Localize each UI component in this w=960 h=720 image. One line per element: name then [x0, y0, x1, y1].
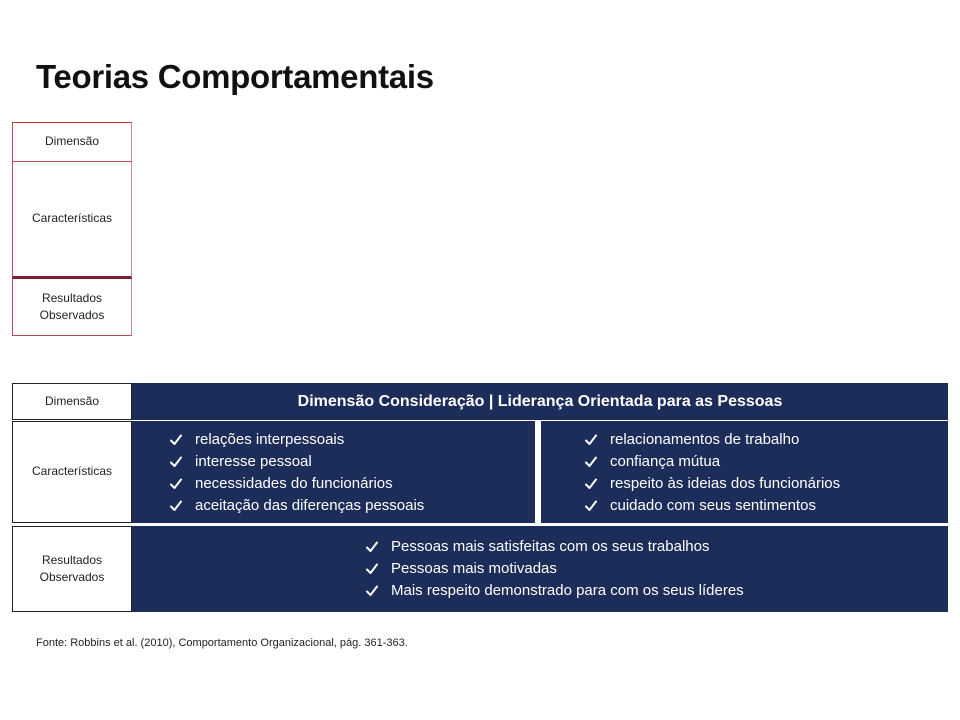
- characteristics-left-list: [170, 429, 535, 517]
- list-item: [366, 536, 948, 558]
- dimension-header: Dimensão Consideração | Liderança Orientada para as Pessoas: [132, 383, 948, 420]
- list-item-text: necessidades do funcionários: [195, 475, 393, 492]
- bottom-dimension-label: Dimensão: [12, 383, 132, 420]
- top-characteristics-label: Características: [12, 162, 132, 279]
- bottom-results-label: Resultados Observados: [12, 526, 132, 612]
- list-item-text: relacionamentos de trabalho: [610, 431, 800, 448]
- list-item-text: Mais respeito demonstrado para com os seus líderes: [391, 582, 744, 599]
- page-title: Teorias Comportamentais: [36, 58, 434, 95]
- check-icon: [366, 585, 378, 597]
- list-item: [585, 429, 948, 451]
- check-icon: [585, 434, 597, 446]
- list-item-text: cuidado com seus sentimentos: [610, 497, 816, 514]
- results-cell: [132, 526, 948, 612]
- list-item: [170, 429, 535, 451]
- characteristics-right-list: [585, 429, 948, 517]
- results-list: [366, 536, 948, 602]
- list-item: [585, 495, 948, 517]
- list-item: [366, 558, 948, 580]
- source-citation: Fonte: Robbins et al. (2010), Comportamento Organizacional, pág. 361-363.: [36, 637, 408, 649]
- check-icon: [366, 541, 378, 553]
- list-item-text: relações interpessoais: [195, 431, 345, 448]
- check-icon: [585, 456, 597, 468]
- check-icon: [170, 434, 182, 446]
- list-item-text: Pessoas mais satisfeitas com os seus trabalhos: [391, 538, 710, 555]
- list-item: [170, 473, 535, 495]
- check-icon: [170, 456, 182, 468]
- characteristics-left-cell: [132, 421, 535, 523]
- list-item: [170, 451, 535, 473]
- list-item: [366, 580, 948, 602]
- list-item-text: confiança mútua: [610, 453, 721, 470]
- list-item: [170, 495, 535, 517]
- characteristics-right-cell: [541, 421, 948, 523]
- top-dimension-label: Dimensão: [12, 122, 132, 162]
- check-icon: [585, 500, 597, 512]
- bottom-characteristics-label: Características: [12, 421, 132, 523]
- list-item-text: respeito às ideias dos funcionários: [610, 475, 841, 492]
- top-results-label: Resultados Observados: [12, 279, 132, 336]
- check-icon: [170, 500, 182, 512]
- check-icon: [585, 478, 597, 490]
- check-icon: [170, 478, 182, 490]
- list-item: [585, 451, 948, 473]
- list-item-text: Pessoas mais motivadas: [391, 560, 557, 577]
- list-item-text: interesse pessoal: [195, 453, 312, 470]
- list-item-text: aceitação das diferenças pessoais: [195, 497, 425, 514]
- list-item: [585, 473, 948, 495]
- check-icon: [366, 563, 378, 575]
